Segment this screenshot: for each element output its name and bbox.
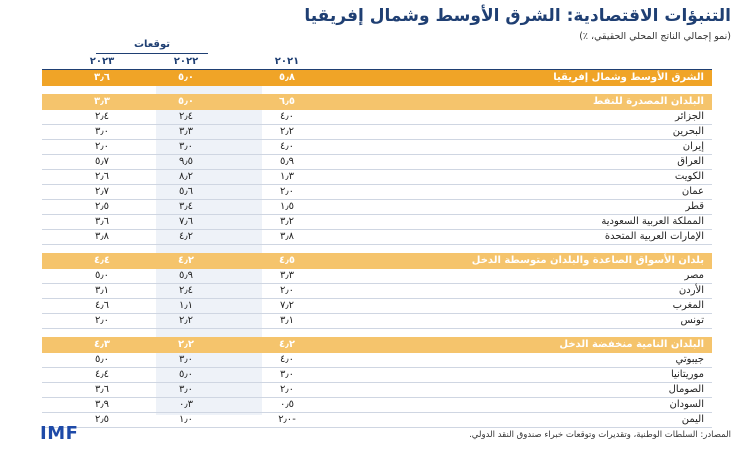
source-note: المصادر: السلطات الوطنية، وتقديرات وتوقعات خبراء صندوق النقد الدولي. (469, 430, 731, 440)
country-name: الإمارات العربية المتحدة (604, 231, 704, 242)
country-name: اليمن (681, 414, 704, 425)
table-row (42, 382, 712, 398)
value-cell-٢٠٢٢: ٧٫٦ (179, 216, 193, 227)
value-cell-٢٠٢٢: ١٫١ (179, 300, 193, 311)
value-cell-٢٠٢٣: ٣٫٣ (94, 96, 110, 107)
imf-logo: IMF (40, 423, 79, 444)
value-cell-٢٠٢٢: ٥٫٠ (178, 96, 194, 107)
projections-label: توقعات (133, 39, 171, 50)
country-name: الأردن (678, 285, 704, 296)
year-header-2021: ٢٠٢١ (274, 56, 300, 67)
table-row (42, 367, 712, 383)
value-cell-٢٠٢٢: ٣٫٣ (179, 126, 193, 137)
value-cell-٢٠٢٢: ٣٫٤ (179, 201, 193, 212)
value-cell-٢٠٢١: ٦٫٥ (279, 96, 295, 107)
value-cell-٢٠٢٢: ٤٫٢ (179, 231, 193, 242)
country-name: البحرين (672, 126, 704, 137)
value-cell-٢٠٢١: ٤٫٠ (280, 354, 294, 365)
country-name: المملكة العربية السعودية (601, 216, 704, 227)
value-cell-٢٠٢٣: ٥٫٧ (95, 156, 109, 167)
table-row (42, 313, 712, 329)
country-name: الصومال (668, 384, 704, 395)
table-row (42, 229, 712, 245)
value-cell-٢٠٢٣: ٢٫٠ (95, 141, 109, 152)
value-cell-٢٠٢٢: ٥٫٠ (179, 369, 193, 380)
table-row (42, 184, 712, 200)
value-cell-٢٠٢٣: ٢٫٠ (95, 315, 109, 326)
country-name: عمان (681, 186, 704, 197)
value-cell-٢٠٢١: ٥٫٩ (280, 156, 294, 167)
table-row (42, 124, 712, 140)
value-cell-٢٠٢١: ٤٫٥ (279, 255, 295, 266)
value-cell-٢٠٢١: ٧٫٢ (280, 300, 294, 311)
table-row (42, 154, 712, 170)
country-name: المغرب (672, 300, 704, 311)
group-name: البلدان النامية منخفضة الدخل (559, 339, 704, 350)
country-name: جيبوتي (675, 354, 704, 365)
group-row (42, 70, 712, 85)
value-cell-٢٠٢١: ١٫٣ (280, 171, 294, 182)
value-cell-٢٠٢٢: ٢٫٤ (179, 111, 193, 122)
group-name: البلدان المصدرة للنفط (592, 96, 704, 107)
table-row (42, 352, 712, 368)
value-cell-٢٠٢٣: ٥٫٠ (95, 354, 109, 365)
value-cell-٢٠٢٣: ٢٫٥ (95, 201, 109, 212)
value-cell-٢٠٢١: ٣٫٨ (280, 231, 294, 242)
table-row (42, 199, 712, 215)
country-name: إيران (682, 141, 704, 152)
table-row (42, 397, 712, 413)
value-cell-٢٠٢١: ٢٫٠ (280, 186, 294, 197)
year-header-2022: ٢٠٢٢ (173, 56, 199, 67)
group-row (42, 253, 712, 268)
value-cell-٢٠٢٢: ٢٫٤ (179, 285, 193, 296)
value-cell-٢٠٢٢: ٥٫٩ (179, 270, 193, 281)
value-cell-٢٠٢٣: ٢٫٤ (95, 111, 109, 122)
group-name: بلدان الأسواق الصاعدة والبلدان متوسطة الدخل (471, 255, 704, 266)
value-cell-٢٠٢٢: ٢٫٢ (178, 339, 194, 350)
value-cell-٢٠٢١: ٣٫١ (280, 315, 294, 326)
value-cell-٢٠٢١: ٢٫٠ (280, 285, 294, 296)
value-cell-٢٠٢٣: ٣٫٦ (95, 384, 109, 395)
value-cell-٢٠٢١: ٣٫٠ (280, 369, 294, 380)
value-cell-٢٠٢١: ٠٫٥ (280, 399, 294, 410)
country-name: موريتانيا (670, 369, 704, 380)
value-cell-٢٠٢٣: ٤٫٤ (95, 369, 109, 380)
value-cell-٢٠٢٢: ٢٫٢ (179, 315, 193, 326)
value-cell-٢٠٢٢: ٥٫٠ (178, 72, 194, 83)
projections-underline (96, 53, 208, 54)
chart-subtitle: (نمو إجمالي الناتج المحلي الحقيقي، ٪) (579, 31, 731, 42)
country-name: العراق (677, 156, 704, 167)
group-name: الشرق الأوسط وشمال إفريقيا (553, 72, 704, 83)
table-row (42, 214, 712, 230)
value-cell-٢٠٢٢: ١٫٠ (179, 414, 193, 425)
value-cell-٢٠٢٣: ٣٫١ (95, 285, 109, 296)
group-row (42, 94, 712, 109)
year-header-2023: ٢٠٢٣ (89, 56, 115, 67)
country-name: تونس (680, 315, 704, 326)
value-cell-٢٠٢٣: ٤٫٦ (95, 300, 109, 311)
value-cell-٢٠٢١: ٢٫٢ (280, 126, 294, 137)
table-row (42, 412, 712, 428)
value-cell-٢٠٢١: ٢٫٠- (278, 414, 296, 425)
value-cell-٢٠٢٢: ٩٫٥ (179, 156, 193, 167)
value-cell-٢٠٢١: ٤٫٠ (280, 111, 294, 122)
table-row (42, 283, 712, 299)
value-cell-٢٠٢٢: ٣٫٠ (179, 141, 193, 152)
value-cell-٢٠٢٣: ٣٫٠ (95, 126, 109, 137)
value-cell-٢٠٢٣: ٣٫٩ (95, 399, 109, 410)
forecast-table (42, 70, 712, 425)
table-row (42, 139, 712, 155)
country-name: الكويت (674, 171, 704, 182)
value-cell-٢٠٢٣: ٤٫٤ (94, 255, 110, 266)
group-row (42, 337, 712, 352)
value-cell-٢٠٢١: ٣٫٣ (280, 270, 294, 281)
value-cell-٢٠٢٣: ٣٫٦ (94, 72, 110, 83)
value-cell-٢٠٢٣: ٢٫٦ (95, 171, 109, 182)
country-name: قطر (685, 201, 704, 212)
value-cell-٢٠٢١: ٤٫٢ (279, 339, 295, 350)
value-cell-٢٠٢٣: ٢٫٧ (95, 186, 109, 197)
value-cell-٢٠٢٣: ٢٫٥ (95, 414, 109, 425)
table-row (42, 169, 712, 185)
chart-title: التنبؤات الاقتصادية: الشرق الأوسط وشمال إفريقيا (304, 6, 731, 26)
value-cell-٢٠٢٢: ٤٫٢ (178, 255, 194, 266)
value-cell-٢٠٢٣: ٣٫٨ (95, 231, 109, 242)
value-cell-٢٠٢٢: ٣٫٠ (179, 384, 193, 395)
table-row (42, 268, 712, 284)
country-name: الجزائر (675, 111, 704, 122)
table-row (42, 109, 712, 125)
value-cell-٢٠٢٢: ٥٫٦ (179, 186, 193, 197)
value-cell-٢٠٢٣: ٤٫٣ (94, 339, 110, 350)
country-name: السودان (669, 399, 704, 410)
value-cell-٢٠٢١: ٢٫٠ (280, 384, 294, 395)
value-cell-٢٠٢٢: ٨٫٢ (179, 171, 193, 182)
value-cell-٢٠٢٢: ٠٫٣ (179, 399, 193, 410)
value-cell-٢٠٢١: ٥٫٨ (279, 72, 295, 83)
country-name: مصر (684, 270, 704, 281)
value-cell-٢٠٢٣: ٣٫٦ (95, 216, 109, 227)
value-cell-٢٠٢١: ٤٫٠ (280, 141, 294, 152)
table-row (42, 298, 712, 314)
value-cell-٢٠٢١: ١٫٥ (280, 201, 294, 212)
value-cell-٢٠٢٣: ٥٫٠ (95, 270, 109, 281)
value-cell-٢٠٢١: ٣٫٢ (280, 216, 294, 227)
value-cell-٢٠٢٢: ٣٫٠ (179, 354, 193, 365)
